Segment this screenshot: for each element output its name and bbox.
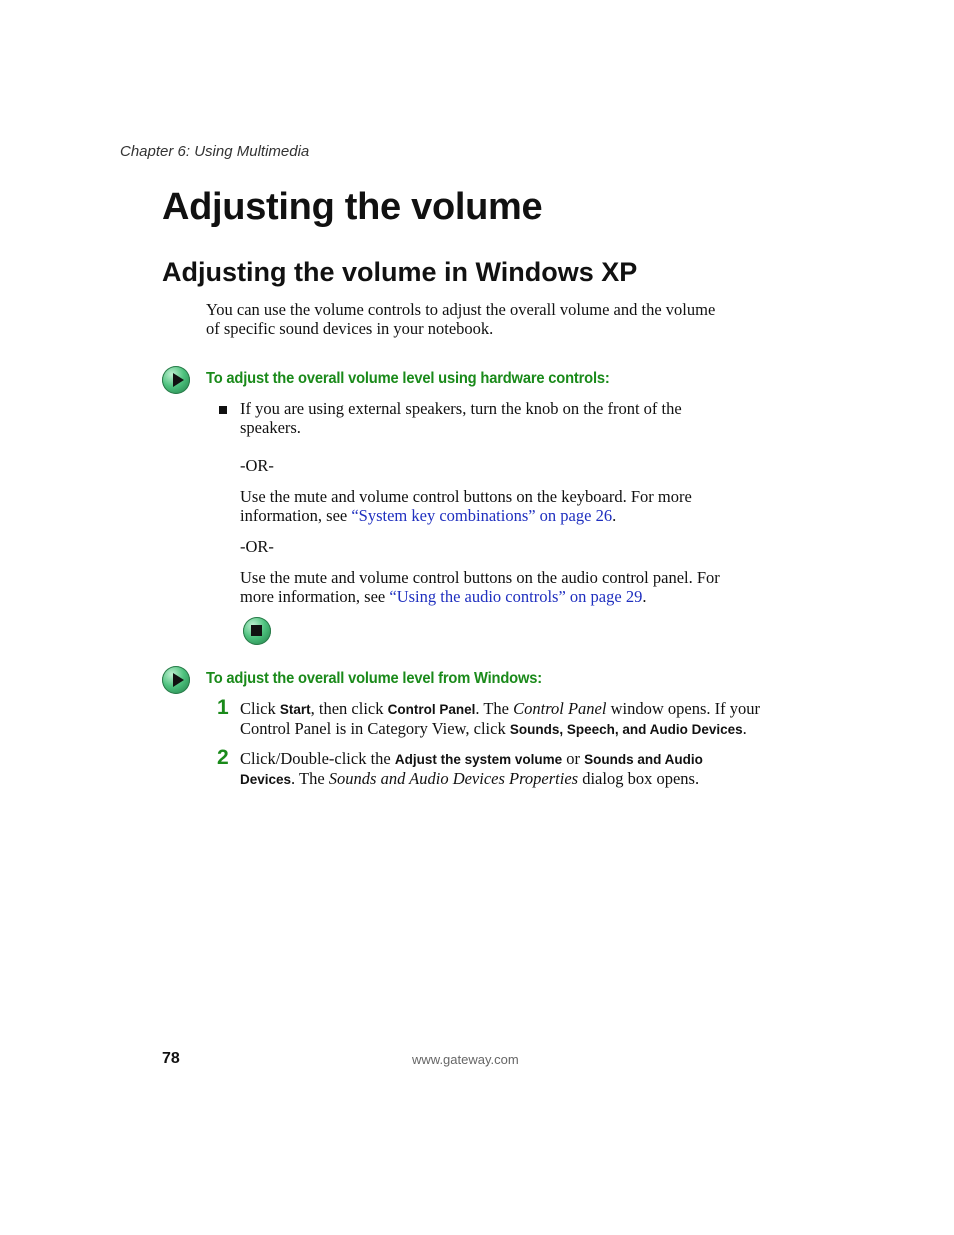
text-run: Click	[240, 699, 280, 718]
ui-term-sounds-speech-audio: Sounds, Speech, and Audio Devices	[509, 721, 743, 737]
chapter-header: Chapter 6: Using Multimedia	[120, 143, 310, 160]
italic-term: Control Panel	[513, 699, 607, 718]
page-number: 78	[162, 1050, 180, 1067]
italic-term: Sounds and Audio Devices Properties	[328, 768, 579, 788]
ui-term-start: Start	[279, 702, 311, 717]
step-number: 2	[217, 746, 229, 769]
ui-term-sounds-and-audio: Sounds and Audio	[584, 752, 703, 767]
text-run: information, see	[240, 505, 352, 525]
play-icon	[162, 366, 190, 394]
bullet-paragraph	[240, 400, 682, 437]
procedure-heading-windows: To adjust the overall volume level from Windows:	[206, 670, 542, 687]
text-run: , then click	[310, 699, 388, 718]
procedure-heading-hardware: To adjust the overall volume level using hardware controls:	[206, 370, 610, 387]
paragraph-line: Use the mute and volume control buttons on the audio control panel. For	[240, 568, 720, 587]
text-run: Click/Double-click the	[240, 749, 395, 768]
footer-url: www.gateway.com	[412, 1052, 519, 1067]
page-title: Adjusting the volume	[162, 186, 543, 228]
step-2-text	[240, 750, 703, 789]
text-run: window opens. If your	[606, 699, 761, 718]
paragraph-line	[240, 588, 720, 607]
link-system-key-combinations[interactable]: “System key combinations” on page 26	[351, 505, 613, 525]
text-run: .	[742, 718, 747, 738]
text-run: more information, see	[240, 586, 390, 606]
step-line	[240, 720, 760, 740]
link-using-audio-controls[interactable]: “Using the audio controls” on page 29	[389, 586, 643, 606]
paragraph-line: Use the mute and volume control buttons on the keyboard. For more	[240, 487, 692, 506]
bullet-line: speakers.	[240, 417, 301, 437]
intro-paragraph	[206, 301, 715, 338]
step-line	[240, 700, 760, 720]
intro-line: of specific sound devices in your notebook.	[206, 318, 494, 338]
text-run: . The	[291, 768, 329, 788]
step-number: 1	[217, 696, 229, 719]
text-run: .	[612, 505, 617, 525]
paragraph-line	[240, 507, 692, 526]
ui-term-control-panel: Control Panel	[387, 702, 476, 717]
intro-line: You can use the volume controls to adjust the overall volume and the volume	[206, 300, 716, 319]
ui-term-adjust-system-volume: Adjust the system volume	[394, 752, 563, 767]
play-icon	[162, 666, 190, 694]
step-1-text	[240, 700, 760, 739]
text-run: Control Panel is in Category View, click	[240, 718, 510, 738]
stop-icon	[243, 617, 271, 645]
or-separator: -OR-	[240, 456, 274, 475]
keyboard-paragraph	[240, 488, 692, 525]
section-heading: Adjusting the volume in Windows XP	[162, 257, 638, 287]
or-separator: -OR-	[240, 537, 274, 556]
text-run: dialog box opens.	[578, 768, 700, 788]
audio-panel-paragraph	[240, 569, 720, 606]
ui-term-devices: Devices	[240, 771, 292, 787]
text-run: or	[562, 749, 585, 768]
step-line	[240, 750, 703, 770]
step-line	[240, 770, 703, 790]
text-run: . The	[475, 699, 514, 718]
bullet-square-icon	[219, 406, 227, 414]
text-run: .	[642, 586, 647, 606]
bullet-line: If you are using external speakers, turn the knob on the front of the	[240, 399, 682, 418]
